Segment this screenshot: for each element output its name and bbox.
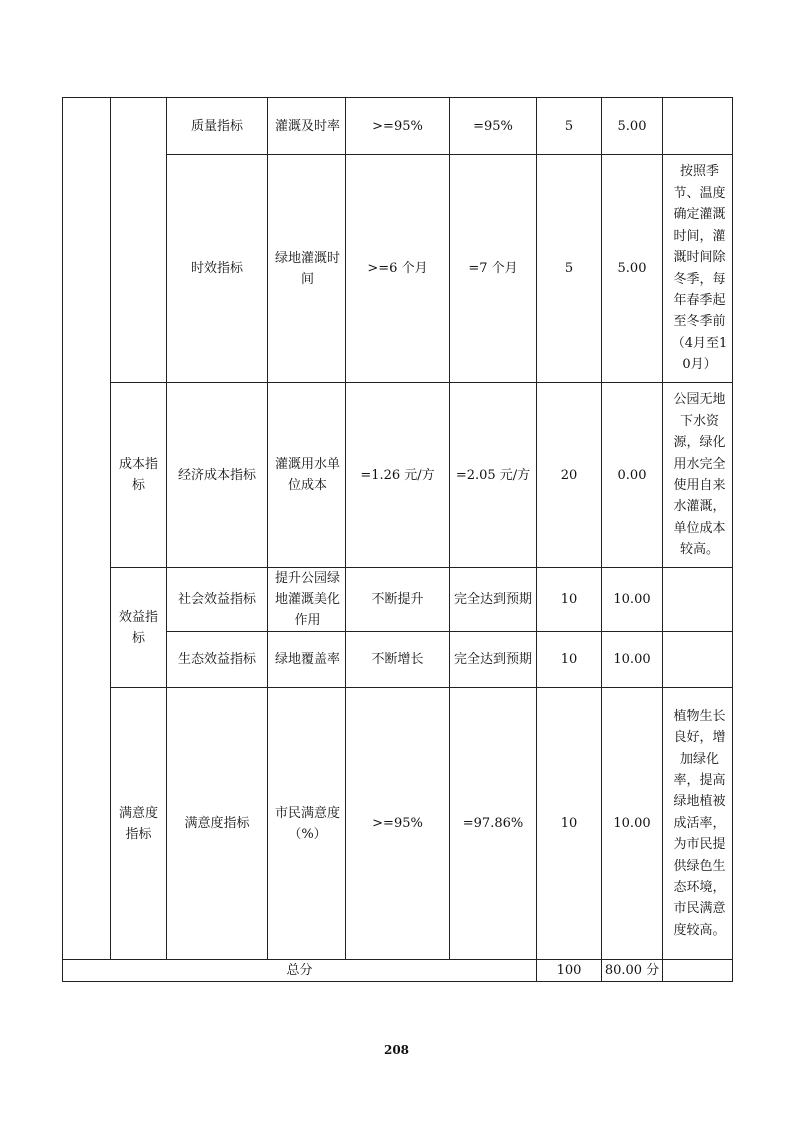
level3-cell: 生态效益指标 xyxy=(167,632,268,688)
indicator-text: 绿地覆盖率 xyxy=(274,652,340,667)
indicator-text: 绿地灌溉时间 xyxy=(274,250,340,287)
note-cell xyxy=(663,98,733,155)
score-cell: 10.00 xyxy=(602,688,663,960)
indicator-text: 提升公园绿地灌溉美化作用 xyxy=(274,571,340,628)
weight-cell: 10 xyxy=(537,568,602,632)
actual-cell: =7 个月 xyxy=(450,155,537,383)
table-row xyxy=(63,383,733,568)
note-cell xyxy=(663,155,733,383)
level3-cell: 满意度指标 xyxy=(167,688,268,960)
performance-indicator-table xyxy=(62,97,733,982)
indicator-cell xyxy=(268,383,346,568)
note-cell xyxy=(663,688,733,960)
actual-cell: =2.05 元/方 xyxy=(450,383,537,568)
table-row xyxy=(63,98,733,155)
level3-cell: 质量指标 xyxy=(167,98,268,155)
weight-cell: 10 xyxy=(537,632,602,688)
indicator-cell xyxy=(268,568,346,632)
total-row xyxy=(63,960,733,982)
score-cell: 0.00 xyxy=(602,383,663,568)
target-cell: =1.26 元/方 xyxy=(346,383,450,568)
level2-text: 成本指标 xyxy=(118,457,158,493)
actual-text: 完全达到预期 xyxy=(453,592,532,607)
level2-cell xyxy=(111,98,167,383)
level1-cell xyxy=(63,98,111,960)
total-weight: 100 xyxy=(537,960,602,982)
indicator-cell xyxy=(268,688,346,960)
score-cell: 5.00 xyxy=(602,155,663,383)
indicator-text: 市民满意度（%） xyxy=(274,805,340,842)
note-text: 公园无地下水资源，绿化用水完全使用自来水灌溉，单位成本较高。 xyxy=(673,392,726,558)
score-cell: 5.00 xyxy=(602,98,663,155)
total-label: 总分 xyxy=(63,960,537,982)
target-cell: 不断提升 xyxy=(346,568,450,632)
actual-text: 完全达到预期 xyxy=(453,652,532,667)
weight-cell: 5 xyxy=(537,155,602,383)
level2-cell xyxy=(111,688,167,960)
note-text: 植物生长良好，增加绿化率，提高绿地植被成活率，为市民提供绿色生态环境，市民满意度较高。 xyxy=(673,708,726,938)
table-row xyxy=(63,568,733,632)
note-cell xyxy=(663,383,733,568)
indicator-cell xyxy=(268,155,346,383)
weight-cell: 5 xyxy=(537,98,602,155)
target-cell: >=95% xyxy=(346,688,450,960)
level3-cell: 经济成本指标 xyxy=(167,383,268,568)
level2-text: 效益指标 xyxy=(118,609,158,646)
actual-cell xyxy=(450,632,537,688)
level3-cell: 时效指标 xyxy=(167,155,268,383)
indicator-text: 灌溉及时率 xyxy=(274,118,340,134)
actual-cell xyxy=(450,568,537,632)
level2-text: 满意度指标 xyxy=(118,805,158,842)
page-number: 208 xyxy=(383,1043,410,1057)
level2-cell xyxy=(111,568,167,688)
note-text: 按照季节、温度确定灌溉时间，灌溉时间除冬季，每年春季起至冬季前（4月至10月） xyxy=(671,164,728,373)
weight-cell: 10 xyxy=(537,688,602,960)
target-cell: >=95% xyxy=(346,98,450,155)
indicator-text: 灌溉用水单位成本 xyxy=(274,457,340,493)
total-note xyxy=(663,960,733,982)
indicator-cell xyxy=(268,98,346,155)
target-cell: 不断增长 xyxy=(346,632,450,688)
note-cell xyxy=(663,568,733,632)
score-cell: 10.00 xyxy=(602,632,663,688)
actual-cell: =97.86% xyxy=(450,688,537,960)
score-cell: 10.00 xyxy=(602,568,663,632)
table-row xyxy=(63,688,733,960)
actual-cell: =95% xyxy=(450,98,537,155)
level2-cell xyxy=(111,383,167,568)
target-cell: >=6 个月 xyxy=(346,155,450,383)
indicator-cell xyxy=(268,632,346,688)
note-cell xyxy=(663,632,733,688)
total-score: 80.00 分 xyxy=(602,960,663,982)
level3-cell: 社会效益指标 xyxy=(167,568,268,632)
weight-cell: 20 xyxy=(537,383,602,568)
